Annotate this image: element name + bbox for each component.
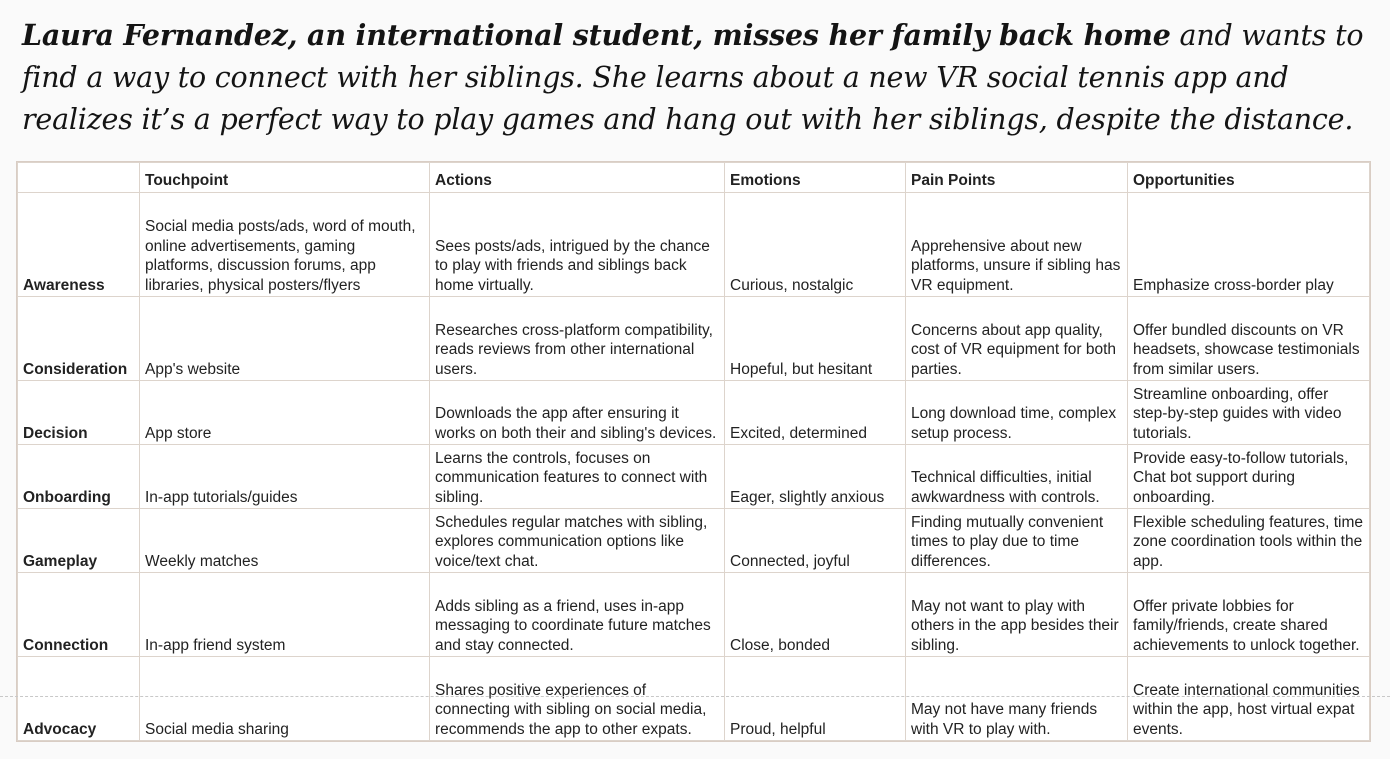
opportunities-cell: Streamline onboarding, offer step-by-step guides with video tutorials. — [1128, 381, 1370, 445]
actions-cell: Learns the controls, focuses on communication features to connect with sibling. — [430, 445, 725, 509]
actions-cell: Downloads the app after ensuring it works on both their and sibling's devices. — [430, 381, 725, 445]
header-actions: Actions — [430, 163, 725, 193]
emotions-cell: Connected, joyful — [725, 509, 906, 573]
page-break-dashed-line — [0, 696, 1390, 697]
stage-cell: Onboarding — [18, 445, 140, 509]
emotions-cell: Close, bonded — [725, 573, 906, 657]
header-touchpoint: Touchpoint — [140, 163, 430, 193]
actions-cell: Adds sibling as a friend, uses in-app messaging to coordinate future matches and stay connected. — [430, 573, 725, 657]
opportunities-cell: Create international communities within the app, host virtual expat events. — [1128, 657, 1370, 741]
journey-map-table-wrapper — [16, 161, 1371, 742]
header-emotions: Emotions — [725, 163, 906, 193]
table-row — [18, 573, 1370, 657]
journey-map-table — [17, 162, 1370, 741]
emotions-cell: Eager, slightly anxious — [725, 445, 906, 509]
actions-cell: Shares positive experiences of connecting with sibling on social media, recommends the app to other expats. — [430, 657, 725, 741]
table-row — [18, 509, 1370, 573]
actions-cell: Sees posts/ads, intrigued by the chance to play with friends and siblings back home virtually. — [430, 193, 725, 297]
pain-points-cell: Concerns about app quality, cost of VR equipment for both parties. — [906, 297, 1128, 381]
emotions-cell: Excited, determined — [725, 381, 906, 445]
pain-points-cell: May not have many friends with VR to play with. — [906, 657, 1128, 741]
actions-cell: Schedules regular matches with sibling, explores communication options like voice/text chat. — [430, 509, 725, 573]
header-stage — [18, 163, 140, 193]
touchpoint-cell: In-app tutorials/guides — [140, 445, 430, 509]
pain-points-cell: May not want to play with others in the app besides their sibling. — [906, 573, 1128, 657]
opportunities-cell: Emphasize cross-border play — [1128, 193, 1370, 297]
emotions-cell: Proud, helpful — [725, 657, 906, 741]
table-row — [18, 193, 1370, 297]
pain-points-cell: Apprehensive about new platforms, unsure if sibling has VR equipment. — [906, 193, 1128, 297]
touchpoint-cell: In-app friend system — [140, 573, 430, 657]
pain-points-cell: Long download time, complex setup process. — [906, 381, 1128, 445]
stage-cell: Awareness — [18, 193, 140, 297]
actions-cell: Researches cross-platform compatibility, reads reviews from other international users. — [430, 297, 725, 381]
stage-cell: Decision — [18, 381, 140, 445]
header-pain-points: Pain Points — [906, 163, 1128, 193]
header-row — [18, 163, 1370, 193]
pain-points-cell: Finding mutually convenient times to play due to time differences. — [906, 509, 1128, 573]
pain-points-cell: Technical difficulties, initial awkwardness with controls. — [906, 445, 1128, 509]
touchpoint-cell: Social media posts/ads, word of mouth, online advertisements, gaming platforms, discussion forums, app libraries, physical posters/flyers — [140, 193, 430, 297]
intro-paragraph — [22, 14, 1372, 141]
opportunities-cell: Provide easy-to-follow tutorials, Chat bot support during onboarding. — [1128, 445, 1370, 509]
touchpoint-cell: App store — [140, 381, 430, 445]
opportunities-cell: Offer bundled discounts on VR headsets, showcase testimonials from similar users. — [1128, 297, 1370, 381]
table-row — [18, 445, 1370, 509]
opportunities-cell: Flexible scheduling features, time zone coordination tools within the app. — [1128, 509, 1370, 573]
stage-cell: Consideration — [18, 297, 140, 381]
table-row — [18, 297, 1370, 381]
intro-bold-text: Laura Fernandez, an international student, misses her family back home — [22, 18, 1171, 52]
emotions-cell: Hopeful, but hesitant — [725, 297, 906, 381]
table-row — [18, 381, 1370, 445]
intro-rest-text: and wants to find a way to connect with her siblings. She learns about a new VR social tennis app and realizes it’s a perfect way to play games and hang out with her siblings, despite the distance. — [22, 19, 1364, 136]
table-row — [18, 657, 1370, 741]
touchpoint-cell: Weekly matches — [140, 509, 430, 573]
touchpoint-cell: App's website — [140, 297, 430, 381]
stage-cell: Connection — [18, 573, 140, 657]
header-opportunities: Opportunities — [1128, 163, 1370, 193]
stage-cell: Advocacy — [18, 657, 140, 741]
touchpoint-cell: Social media sharing — [140, 657, 430, 741]
opportunities-cell: Offer private lobbies for family/friends, create shared achievements to unlock together. — [1128, 573, 1370, 657]
emotions-cell: Curious, nostalgic — [725, 193, 906, 297]
stage-cell: Gameplay — [18, 509, 140, 573]
